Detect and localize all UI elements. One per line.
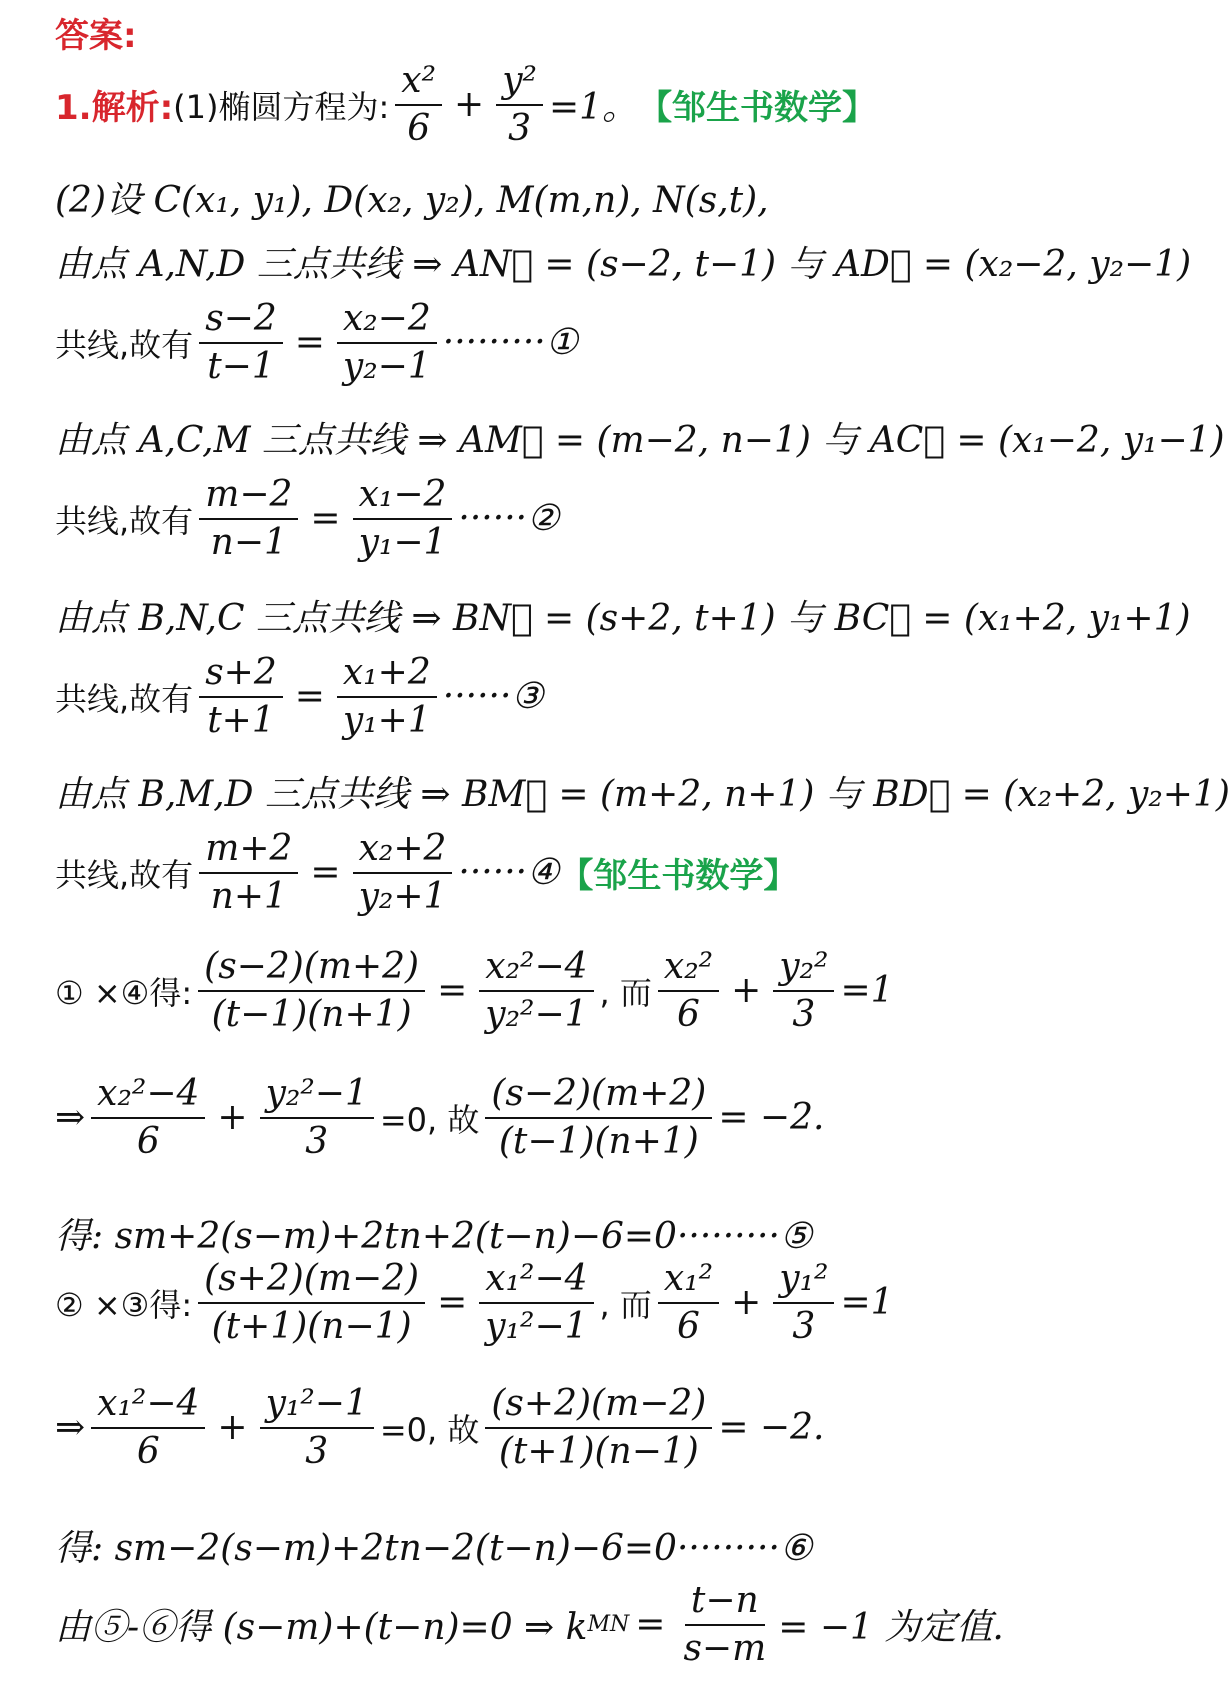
line-14-prefix: ② ×③得: (55, 1285, 193, 1324)
line-11: ① ×④得: $\frac{(s-2)(m+2)}{(t-1)(n+1)}$ = $\frac{\text{x₂²−4}}{\text{y₂²−1}}$ , 而 $\frac{\text{x₂²}}{6}$ + $\frac{\text{y₂²}}{3}$ =1 (55, 946, 894, 1035)
line-10: 共线,故有 $\frac{m+2}{n+1}$ = $\frac{\text{x₂+2}}{\text{y₂+1}}$ ······④ 【邹生书数学】 (55, 828, 798, 917)
fraction-2: $\frac{\text{x₁−2}}{\text{y₁−1}}$ (353, 476, 453, 562)
implies-sign: ⇒ (55, 1407, 86, 1449)
fraction-1: $\frac{s+2}{t+1}$ (199, 654, 283, 740)
plus-sign: + (454, 84, 485, 126)
line-5: 由点 A,C,M 三点共线 ⇒ AM⃗ = (m−2, n−1) 与 AC⃗ = (x₁−2, y₁−1) (55, 420, 1225, 461)
line-14-tail: =1 (840, 1282, 894, 1324)
line-12-tail: = −2. (718, 1097, 825, 1139)
equation-2-marker: ······② (458, 498, 560, 540)
line-13: 得: sm+2(s−m)+2tn+2(t−n)−6=0·········⑤ (55, 1216, 813, 1257)
line-8-prefix: 共线,故有 (55, 679, 194, 718)
line-6-prefix: 共线,故有 (55, 501, 194, 540)
analysis-label: 1.解析: (55, 88, 174, 129)
equals-sign: = (635, 1604, 666, 1646)
fraction-1: $\frac{(s-2)(m+2)}{(t-1)(n+1)}$ (198, 948, 425, 1034)
line-17-prefix: 由⑤-⑥得 (s−m)+(t−n)=0 ⇒ k (55, 1607, 588, 1649)
line-4: 共线,故有 $\frac{s-2}{t-1}$ = $\frac{\text{x₂−2}}{\text{y₂−1}}$ ·········① (55, 298, 579, 387)
line-2: (2)设 C(x₁, y₁), D(x₂, y₂), M(m,n), N(s,t), (55, 180, 769, 221)
answer-heading: 答案: (55, 16, 137, 56)
fraction-2: $\frac{\text{y₂²−1}}{3}$ (260, 1075, 374, 1161)
fraction-2: $\frac{\text{x₁²−4}}{\text{y₁²−1}}$ (479, 1260, 593, 1346)
fraction-1: $\frac{s-2}{t-1}$ (199, 300, 283, 386)
line-1 (55, 62, 876, 148)
fraction-4: $\frac{\text{y₂²}}{3}$ (773, 948, 834, 1034)
line-17-tail: = −1 为定值. (778, 1607, 1004, 1649)
line-11-prefix: ① ×④得: (55, 973, 193, 1012)
fraction-x2-6: $\frac{\text{x²}}{6}$ (395, 62, 442, 148)
line-12: ⇒ $\frac{\text{x₂²−4}}{6}$ + $\frac{\text{y₂²−1}}{3}$ =0, 故 $\frac{(s-2)(m+2)}{(t-1)(n+1)}$ = −2. (55, 1073, 825, 1162)
equals-one: =1。 (548, 87, 639, 129)
watermark-2: 【邹生书数学】 (559, 856, 798, 897)
fraction-3: $\frac{\text{x₂²}}{6}$ (658, 948, 719, 1034)
equation-1-marker: ·········① (442, 322, 579, 364)
fraction-2: $\frac{\text{x₂−2}}{\text{y₂−1}}$ (337, 300, 437, 386)
fraction-2: $\frac{\text{x₂+2}}{\text{y₂+1}}$ (353, 830, 453, 916)
line-17 (55, 1582, 1004, 1668)
fraction-2: $\frac{\text{y₁²−1}}{3}$ (260, 1385, 374, 1471)
implies-sign: ⇒ (55, 1097, 86, 1139)
fraction-3: $\frac{\text{x₁²}}{6}$ (658, 1260, 719, 1346)
line-16: 得: sm−2(s−m)+2tn−2(t−n)−6=0·········⑥ (55, 1528, 813, 1569)
line-10-prefix: 共线,故有 (55, 855, 194, 894)
fraction-4: $\frac{\text{y₁²}}{3}$ (773, 1260, 834, 1346)
line-8: 共线,故有 $\frac{s+2}{t+1}$ = $\frac{\text{x₁+2}}{\text{y₁+1}}$ ······③ (55, 652, 544, 741)
slope-fraction: $\frac{t-n}{s-m}$ (683, 1580, 767, 1669)
line-14: ② ×③得: $\frac{(s+2)(m-2)}{(t+1)(n-1)}$ = $\frac{\text{x₁²−4}}{\text{y₁²−1}}$ , 而 $\frac{\text{x₁²}}{6}$ + $\frac{\text{y₁²}}{3}$ =1 (55, 1258, 894, 1347)
fraction-1: $\frac{m+2}{n+1}$ (199, 830, 298, 916)
fraction-2: $\frac{\text{x₂²−4}}{\text{y₂²−1}}$ (479, 948, 593, 1034)
line-11-mid: , 而 (599, 973, 652, 1012)
fraction-3: $\frac{(s-2)(m+2)}{(t-1)(n+1)}$ (485, 1075, 712, 1161)
fraction-2: $\frac{\text{x₁+2}}{\text{y₁+1}}$ (337, 654, 437, 740)
line-15-tail: = −2. (718, 1407, 825, 1449)
line-1-text: (1)椭圆方程为: (173, 87, 390, 126)
line-11-tail: =1 (840, 970, 894, 1012)
fraction-1: $\frac{m-2}{n-1}$ (199, 476, 298, 562)
equation-4-marker: ······④ (458, 852, 560, 894)
fraction-1: $\frac{\text{x₂²−4}}{6}$ (91, 1075, 205, 1161)
fraction-y2-3: $\frac{\text{y²}}{3}$ (496, 62, 543, 148)
line-3: 由点 A,N,D 三点共线 ⇒ AN⃗ = (s−2, t−1) 与 AD⃗ = (x₂−2, y₂−1) (55, 244, 1192, 285)
line-12-mid: =0, 故 (379, 1100, 480, 1139)
watermark-1: 【邹生书数学】 (638, 88, 877, 129)
line-9: 由点 B,M,D 三点共线 ⇒ BM⃗ = (m+2, n+1) 与 BD⃗ = (x₂+2, y₂+1) (55, 774, 1230, 815)
line-15-mid: =0, 故 (379, 1410, 480, 1449)
fraction-1: $\frac{\text{x₁²−4}}{6}$ (91, 1385, 205, 1471)
equation-3-marker: ······③ (442, 676, 544, 718)
fraction-1: $\frac{(s+2)(m-2)}{(t+1)(n-1)}$ (198, 1260, 425, 1346)
line-14-mid: , 而 (599, 1285, 652, 1324)
line-4-prefix: 共线,故有 (55, 325, 194, 364)
line-7: 由点 B,N,C 三点共线 ⇒ BN⃗ = (s+2, t+1) 与 BC⃗ = (x₁+2, y₁+1) (55, 598, 1191, 639)
line-15: ⇒ $\frac{\text{x₁²−4}}{6}$ + $\frac{\text{y₁²−1}}{3}$ =0, 故 $\frac{(s+2)(m-2)}{(t+1)(n-1)}$ = −2. (55, 1383, 825, 1472)
fraction-3: $\frac{(s+2)(m-2)}{(t+1)(n-1)}$ (485, 1385, 712, 1471)
slope-subscript: MN (587, 1612, 630, 1638)
line-6: 共线,故有 $\frac{m-2}{n-1}$ = $\frac{\text{x₁−2}}{\text{y₁−1}}$ ······② (55, 474, 560, 563)
